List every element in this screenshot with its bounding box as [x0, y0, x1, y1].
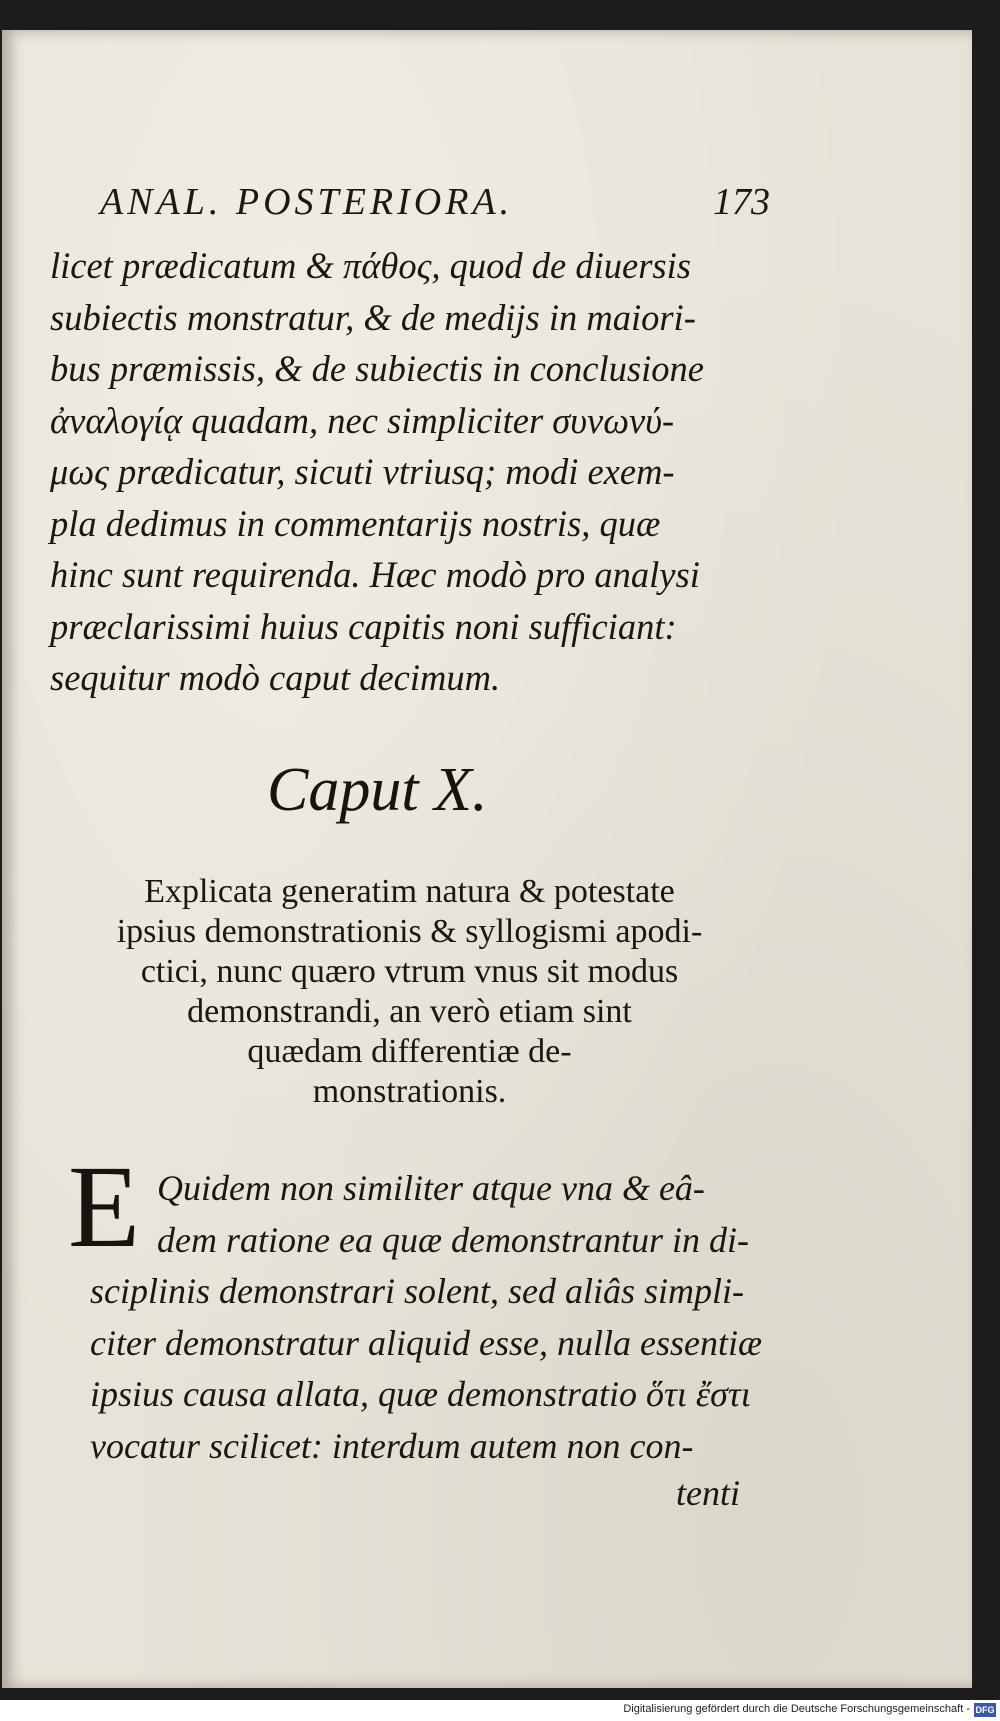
text-line: vocatur scilicet: interdum autem non con- — [90, 1425, 694, 1466]
running-head: ANAL. POSTERIORA. — [100, 181, 514, 223]
text-line: præclarissimi huius capitis noni sufficiant: — [50, 605, 677, 647]
text-line: ipsius causa allata, quæ demonstratio ὅτι ἔστι — [90, 1374, 751, 1414]
text-line: pla dedimus in commentarijs nostris, quæ — [50, 502, 661, 544]
paragraph-opening — [157, 1163, 770, 1266]
text-line: hinc sunt requirenda. Hæc modò pro analysi — [50, 554, 700, 595]
paragraph-body — [90, 1266, 770, 1472]
page-number: 173 — [713, 181, 770, 223]
funding-credit: Digitalisierung gefördert durch die Deutsche Forschungsgemeinschaft - — [623, 1703, 970, 1715]
body-paragraph — [50, 240, 770, 704]
dfg-logo-icon: DFG — [975, 1705, 995, 1715]
chapter-title: Caput X. — [267, 756, 488, 824]
text-line: dem ratione ea quæ demonstrantur in di- — [157, 1219, 749, 1260]
text-line: citer demonstratur aliquid esse, nulla essentiæ — [90, 1322, 762, 1363]
chapter-summary — [52, 872, 767, 1112]
catchword: tenti — [676, 1473, 740, 1513]
summary-line: ipsius demonstrationis & syllogismi apodi- — [116, 913, 703, 950]
summary-line: ctici, nunc quæro vtrum vnus sit modus — [140, 953, 679, 990]
drop-cap: E — [68, 1141, 141, 1272]
summary-line: quædam differentiæ de- — [247, 1033, 572, 1070]
text-line: Quidem non similiter atque vna & eâ- — [157, 1168, 705, 1208]
text-line: bus præmissis, & de subiectis in conclusione — [50, 348, 704, 389]
text-line: subiectis monstratur, & de medijs in maiori- — [50, 296, 696, 338]
summary-line: demonstrandi, an verò etiam sint — [187, 993, 632, 1030]
text-line: sequitur modò caput decimum. — [50, 657, 501, 698]
text-line: licet prædicatum & πάθος, quod de diuersis — [50, 245, 691, 286]
text-line: sciplinis demonstrari solent, sed aliâs simpli- — [90, 1271, 745, 1311]
summary-line: Explicata generatim natura & potestate — [144, 873, 675, 910]
book-page — [2, 30, 972, 1688]
text-line: μως prædicatur, sicuti vtriusq; modi exem- — [50, 451, 675, 492]
text-line: ἀναλογίᾳ quadam, nec simpliciter συνωνύ- — [50, 399, 675, 441]
summary-line: monstrationis. — [312, 1073, 507, 1110]
footer-bar — [0, 1700, 1000, 1721]
page-header — [100, 180, 770, 230]
